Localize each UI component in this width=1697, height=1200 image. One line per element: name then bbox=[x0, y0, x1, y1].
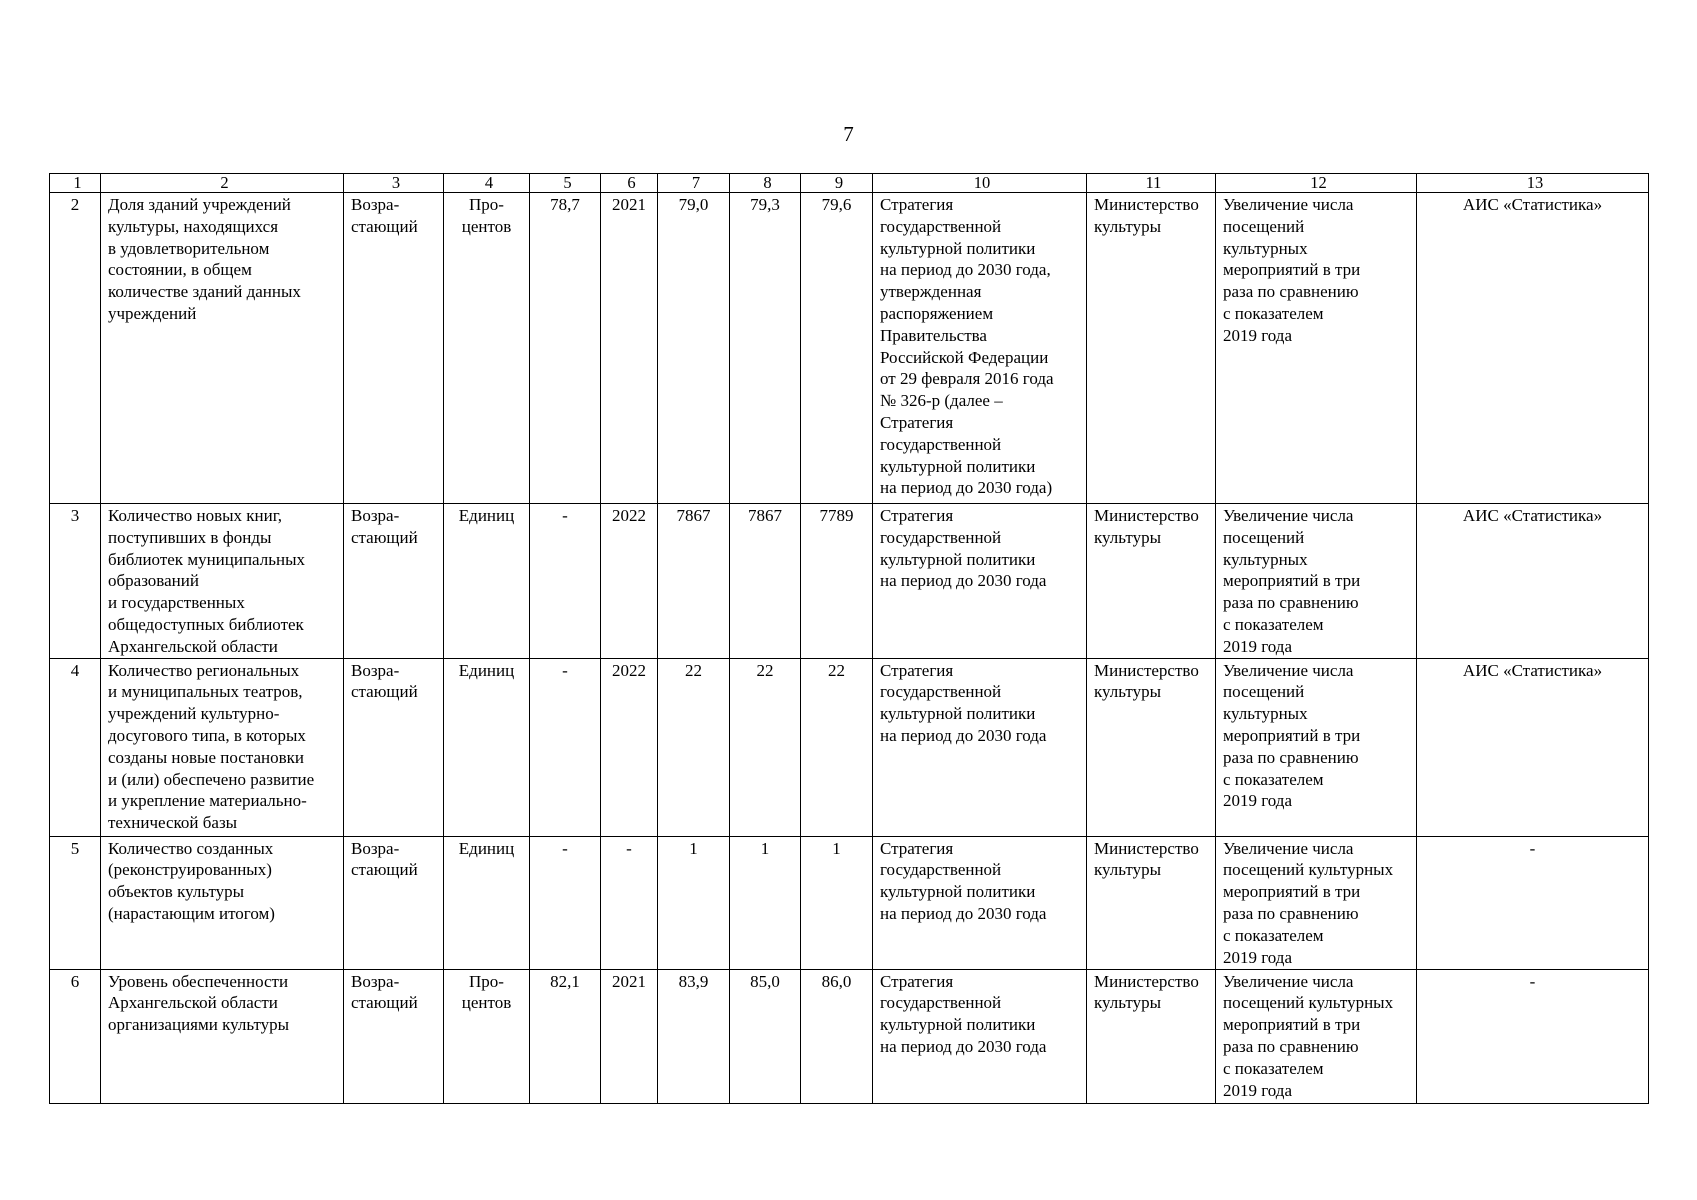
responsible-cell: Министерство культуры bbox=[1087, 658, 1216, 836]
table-row bbox=[50, 836, 1649, 969]
info-system-cell: АИС «Статистика» bbox=[1417, 504, 1649, 659]
goal-link-cell: Увеличение числа посещений культурных мероприятий в три раза по сравнению с показателем 2019 года bbox=[1216, 658, 1417, 836]
value-col8-cell: 79,3 bbox=[730, 193, 801, 504]
value-col7-cell: 1 bbox=[658, 836, 730, 969]
info-system-cell: АИС «Статистика» bbox=[1417, 193, 1649, 504]
column-number: 10 bbox=[873, 174, 1087, 193]
column-number: 1 bbox=[50, 174, 101, 193]
value-col8-cell: 85,0 bbox=[730, 969, 801, 1103]
info-system-cell: - bbox=[1417, 969, 1649, 1103]
base-year-cell: 2021 bbox=[601, 969, 658, 1103]
table-row bbox=[50, 658, 1649, 836]
indicator-name-cell: Количество региональных и муниципальных театров, учреждений культурно- досугового типа, в которых созданы новые постановки и (или) обеспечено развитие и укрепление материально- технической базы bbox=[101, 658, 344, 836]
indicators-table bbox=[49, 173, 1649, 1104]
base-value-cell: - bbox=[530, 504, 601, 659]
indicator-name-cell: Уровень обеспеченности Архангельской области организациями культуры bbox=[101, 969, 344, 1103]
value-col9-cell: 1 bbox=[801, 836, 873, 969]
goal-link-cell: Увеличение числа посещений культурных мероприятий в три раза по сравнению с показателем 2019 года bbox=[1216, 504, 1417, 659]
strategy-document-cell: Стратегия государственной культурной политики на период до 2030 года bbox=[873, 658, 1087, 836]
strategy-document-cell: Стратегия государственной культурной политики на период до 2030 года, утвержденная распоряжением Правительства Российской Федерации от 29 февраля 2016 года № 326-р (далее – Стратегия государственной культурной политики на период до 2030 года) bbox=[873, 193, 1087, 504]
unit-cell: Единиц bbox=[444, 658, 530, 836]
responsible-cell: Министерство культуры bbox=[1087, 193, 1216, 504]
indicator-name-cell: Количество созданных (реконструированных) объектов культуры (нарастающим итогом) bbox=[101, 836, 344, 969]
base-year-cell: 2022 bbox=[601, 504, 658, 659]
goal-link-cell: Увеличение числа посещений культурных мероприятий в три раза по сравнению с показателем 2019 года bbox=[1216, 836, 1417, 969]
column-number: 12 bbox=[1216, 174, 1417, 193]
info-system-cell: АИС «Статистика» bbox=[1417, 658, 1649, 836]
value-col7-cell: 83,9 bbox=[658, 969, 730, 1103]
strategy-document-cell: Стратегия государственной культурной политики на период до 2030 года bbox=[873, 836, 1087, 969]
value-col9-cell: 86,0 bbox=[801, 969, 873, 1103]
trend-cell: Возра- стающий bbox=[344, 969, 444, 1103]
row-number-cell: 5 bbox=[50, 836, 101, 969]
value-col7-cell: 7867 bbox=[658, 504, 730, 659]
strategy-document-cell: Стратегия государственной культурной политики на период до 2030 года bbox=[873, 504, 1087, 659]
unit-cell: Про- центов bbox=[444, 969, 530, 1103]
row-number-cell: 4 bbox=[50, 658, 101, 836]
trend-cell: Возра- стающий bbox=[344, 836, 444, 969]
base-year-cell: - bbox=[601, 836, 658, 969]
value-col9-cell: 22 bbox=[801, 658, 873, 836]
column-number: 2 bbox=[101, 174, 344, 193]
trend-cell: Возра- стающий bbox=[344, 658, 444, 836]
value-col8-cell: 7867 bbox=[730, 504, 801, 659]
column-number: 5 bbox=[530, 174, 601, 193]
unit-cell: Единиц bbox=[444, 836, 530, 969]
base-year-cell: 2022 bbox=[601, 658, 658, 836]
value-col7-cell: 79,0 bbox=[658, 193, 730, 504]
column-number: 8 bbox=[730, 174, 801, 193]
base-value-cell: 82,1 bbox=[530, 969, 601, 1103]
info-system-cell: - bbox=[1417, 836, 1649, 969]
row-number-cell: 2 bbox=[50, 193, 101, 504]
goal-link-cell: Увеличение числа посещений культурных мероприятий в три раза по сравнению с показателем 2019 года bbox=[1216, 193, 1417, 504]
trend-cell: Возра- стающий bbox=[344, 193, 444, 504]
table-row bbox=[50, 504, 1649, 659]
value-col7-cell: 22 bbox=[658, 658, 730, 836]
row-number-cell: 6 bbox=[50, 969, 101, 1103]
value-col9-cell: 7789 bbox=[801, 504, 873, 659]
table-row bbox=[50, 969, 1649, 1103]
column-number-row bbox=[50, 174, 1649, 193]
column-number: 4 bbox=[444, 174, 530, 193]
column-number: 6 bbox=[601, 174, 658, 193]
page-number: 7 bbox=[843, 122, 854, 146]
base-value-cell: 78,7 bbox=[530, 193, 601, 504]
value-col8-cell: 22 bbox=[730, 658, 801, 836]
goal-link-cell: Увеличение числа посещений культурных мероприятий в три раза по сравнению с показателем 2019 года bbox=[1216, 969, 1417, 1103]
strategy-document-cell: Стратегия государственной культурной политики на период до 2030 года bbox=[873, 969, 1087, 1103]
trend-cell: Возра- стающий bbox=[344, 504, 444, 659]
indicator-name-cell: Количество новых книг, поступивших в фонды библиотек муниципальных образований и государственных общедоступных библиотек Архангельской области bbox=[101, 504, 344, 659]
table-row bbox=[50, 193, 1649, 504]
responsible-cell: Министерство культуры bbox=[1087, 969, 1216, 1103]
value-col9-cell: 79,6 bbox=[801, 193, 873, 504]
column-number: 3 bbox=[344, 174, 444, 193]
unit-cell: Единиц bbox=[444, 504, 530, 659]
responsible-cell: Министерство культуры bbox=[1087, 836, 1216, 969]
value-col8-cell: 1 bbox=[730, 836, 801, 969]
column-number: 9 bbox=[801, 174, 873, 193]
indicator-name-cell: Доля зданий учреждений культуры, находящихся в удовлетворительном состоянии, в общем количестве зданий данных учреждений bbox=[101, 193, 344, 504]
base-value-cell: - bbox=[530, 658, 601, 836]
base-year-cell: 2021 bbox=[601, 193, 658, 504]
column-number: 13 bbox=[1417, 174, 1649, 193]
responsible-cell: Министерство культуры bbox=[1087, 504, 1216, 659]
column-number: 11 bbox=[1087, 174, 1216, 193]
row-number-cell: 3 bbox=[50, 504, 101, 659]
unit-cell: Про- центов bbox=[444, 193, 530, 504]
column-number: 7 bbox=[658, 174, 730, 193]
base-value-cell: - bbox=[530, 836, 601, 969]
